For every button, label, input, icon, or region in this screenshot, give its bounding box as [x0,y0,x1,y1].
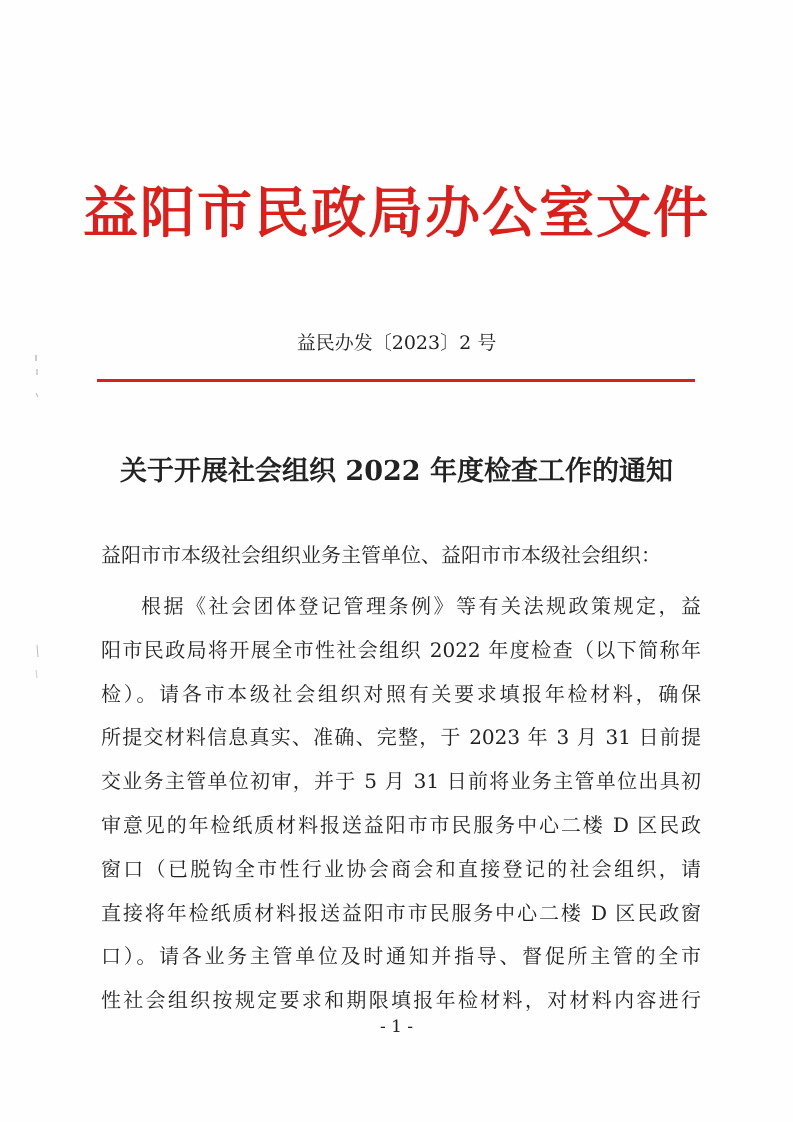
header-divider [97,379,695,382]
body-line: 交业务主管单位初审，并于 5 月 31 日前将业务主管单位出具初 [101,769,701,794]
body-line: 审意见的年检纸质材料报送益阳市市民服务中心二楼 D 区民政 [101,812,701,837]
page-number: - 1 - [379,1017,414,1037]
notice-title: 关于开展社会组织 2022 年度检查工作的通知 [120,456,673,487]
body-line: 阳市民政局将开展全市性社会组织 2022 年度检查（以下简称年 [101,637,701,662]
salutation: 益阳市市本级社会组织业务主管单位、益阳市市本级社会组织： [101,543,661,567]
body-line: 窗口（已脱钩全市性行业协会商会和直接登记的社会组织，请 [101,856,701,881]
body-line: 直接将年检纸质材料报送益阳市市民服务中心二楼 D 区民政窗 [101,900,701,925]
document-number: 益民办发〔2023〕2 号 [296,332,497,354]
notice-body [101,585,701,1023]
body-line: 根据《社会团体登记管理条例》等有关法规政策规定，益 [141,594,701,618]
body-line: 性社会组织按规定要求和期限填报年检材料，对材料内容进行 [101,988,701,1013]
body-line: 检）。请各市本级社会组织对照有关要求填报年检材料，确保 [101,681,701,706]
body-line: 所提交材料信息真实、准确、完整，于 2023 年 3 月 31 日前提 [101,725,701,750]
document-header-title: 益阳市民政局办公室文件 [82,180,710,245]
body-line: 口）。请各业务主管单位及时通知并指导、督促所主管的全市 [101,944,701,969]
scan-artifact-marks [30,345,44,705]
